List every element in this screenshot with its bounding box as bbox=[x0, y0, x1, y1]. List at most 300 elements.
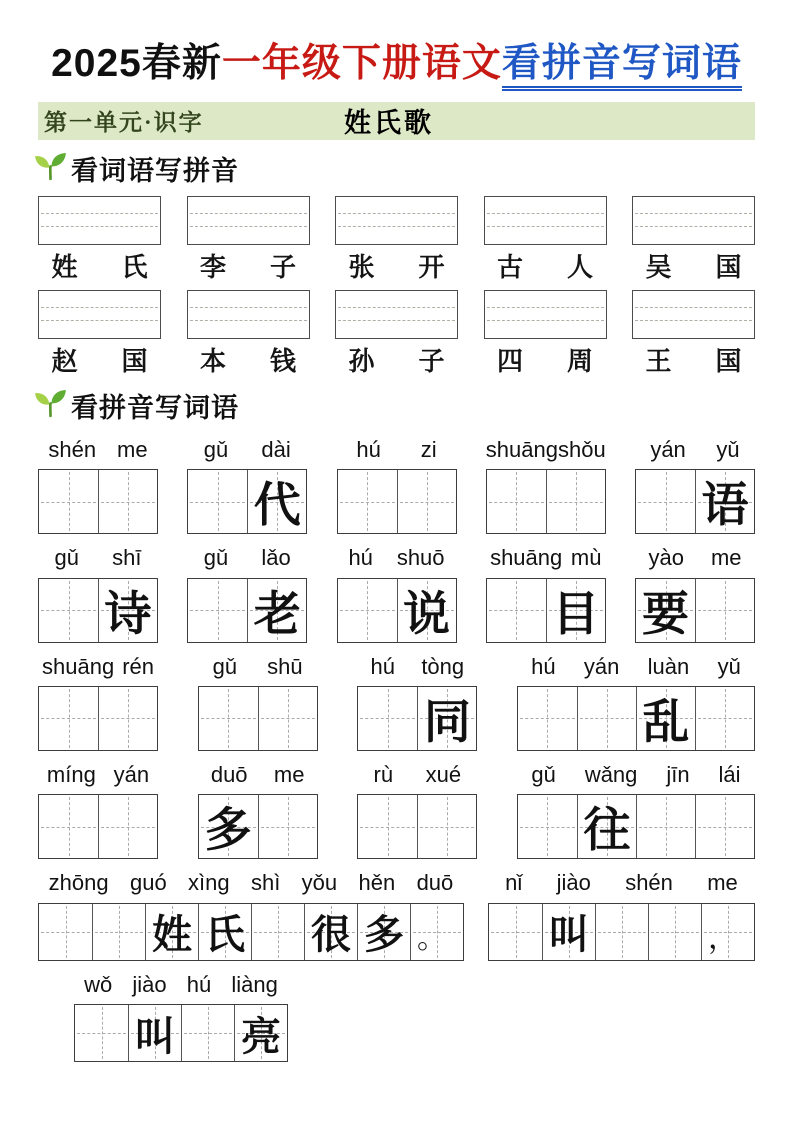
pinyin-label bbox=[38, 654, 158, 680]
word-char: 氏 bbox=[121, 253, 148, 283]
hanzi-cell bbox=[489, 904, 542, 960]
pinyin-hanzi-group bbox=[38, 870, 464, 960]
pinyin-syllable: hú bbox=[348, 545, 373, 571]
empty-cell-slot bbox=[547, 470, 605, 533]
pinyin-label bbox=[198, 654, 318, 680]
word-char: 人 bbox=[567, 253, 594, 283]
pinyin-writing-box bbox=[484, 196, 607, 245]
pinyin-syllable: me bbox=[117, 436, 148, 462]
hanzi-cell bbox=[546, 470, 605, 533]
hanzi-cell bbox=[636, 795, 695, 858]
empty-cell-slot bbox=[39, 470, 98, 533]
empty-cell-slot bbox=[259, 687, 317, 750]
pinyin-syllable: hú bbox=[370, 653, 395, 679]
unit-banner bbox=[38, 102, 755, 140]
hanzi-grid bbox=[38, 469, 158, 534]
pinyin-label bbox=[198, 762, 318, 788]
hanzi-cell bbox=[188, 579, 247, 642]
empty-cell-slot bbox=[99, 687, 157, 750]
empty-cell-slot bbox=[358, 687, 417, 750]
word-label bbox=[348, 343, 444, 377]
section2-heading-label: 看拼音写词语 bbox=[71, 393, 239, 424]
pinyin-hanzi-group bbox=[198, 762, 318, 859]
empty-cell-slot bbox=[518, 795, 577, 858]
empty-cell-slot bbox=[39, 795, 98, 858]
hanzi-grid bbox=[486, 578, 606, 643]
pinyin-word-column bbox=[484, 290, 607, 377]
pinyin-syllable: gǔ bbox=[531, 761, 556, 787]
empty-cell-slot bbox=[252, 904, 304, 960]
pinyin-syllable: lái bbox=[718, 761, 741, 787]
word-label bbox=[645, 249, 741, 283]
hanzi-grid bbox=[38, 903, 464, 961]
hanzi-cell bbox=[258, 795, 317, 858]
hanzi-cell bbox=[636, 470, 695, 533]
title-year-part: 2025春新 bbox=[51, 42, 222, 85]
lesson-title: 姓氏歌 bbox=[344, 108, 434, 139]
hanzi-cell bbox=[397, 579, 456, 642]
pinyin-label bbox=[187, 545, 307, 571]
empty-cell-slot bbox=[696, 579, 754, 642]
empty-cell-slot bbox=[637, 795, 695, 858]
empty-cell-slot bbox=[696, 795, 754, 858]
empty-cell-slot bbox=[338, 470, 397, 533]
hanzi-cell bbox=[695, 579, 754, 642]
pinyin-syllable: dài bbox=[261, 436, 291, 462]
hanzi-grid bbox=[74, 1004, 288, 1062]
pinyin-syllable: jiào bbox=[556, 870, 591, 896]
pinyin-syllable: zhōng bbox=[48, 870, 109, 896]
hanzi-cell bbox=[357, 904, 410, 960]
hanzi-cell bbox=[258, 687, 317, 750]
pinyin-writing-box bbox=[187, 290, 310, 339]
hanzi-cell bbox=[358, 687, 417, 750]
hanzi-char: 叫 bbox=[135, 1013, 175, 1059]
section1-heading bbox=[38, 149, 755, 189]
empty-cell-slot bbox=[259, 795, 317, 858]
pinyin-writing-box bbox=[38, 290, 161, 339]
hanzi-char: 目 bbox=[552, 588, 600, 641]
word-char: 钱 bbox=[270, 347, 297, 377]
pinyin-syllable: hú bbox=[186, 971, 212, 997]
pinyin-syllable: nǐ bbox=[505, 870, 523, 896]
empty-cell-slot bbox=[188, 470, 247, 533]
hanzi-grid bbox=[198, 686, 318, 751]
pinyin-label bbox=[517, 654, 755, 680]
hanzi-char: 往 bbox=[583, 805, 631, 858]
pinyin-word-column bbox=[38, 290, 161, 377]
word-label bbox=[645, 343, 741, 377]
pinyin-syllable: me bbox=[710, 545, 742, 571]
hanzi-char: 同 bbox=[423, 696, 471, 749]
hanzi-grid bbox=[517, 686, 755, 751]
hanzi-cell bbox=[636, 579, 695, 642]
pinyin-syllable: duō bbox=[210, 761, 248, 787]
hanzi-cell bbox=[410, 904, 463, 960]
hanzi-cell bbox=[304, 904, 357, 960]
pinyin-label bbox=[488, 870, 755, 896]
pinyin-label bbox=[337, 545, 457, 571]
unit-label: 第一单元·识字 bbox=[44, 110, 204, 136]
pinyin-syllable: xué bbox=[425, 761, 462, 787]
hanzi-cell bbox=[636, 687, 695, 750]
empty-cell-slot bbox=[487, 470, 546, 533]
word-char: 古 bbox=[496, 253, 523, 283]
pinyin-syllable: shuāng bbox=[490, 545, 563, 571]
pinyin-syllable: hú bbox=[356, 436, 381, 462]
hanzi-grid bbox=[38, 794, 158, 859]
word-char: 子 bbox=[270, 253, 297, 283]
pinyin-hanzi-group bbox=[198, 654, 318, 751]
hanzi-char: 氏 bbox=[205, 912, 245, 958]
pinyin-label bbox=[486, 437, 606, 463]
pinyin-syllable: lǎo bbox=[261, 545, 291, 571]
hanzi-cell bbox=[518, 795, 577, 858]
hanzi-char: 语 bbox=[701, 480, 749, 533]
pinyin-syllable: shuāng bbox=[42, 653, 115, 679]
word-char: 李 bbox=[199, 253, 226, 283]
pinyin-hanzi-group bbox=[187, 545, 307, 642]
word-char: 王 bbox=[645, 347, 672, 377]
hanzi-cell bbox=[397, 470, 456, 533]
title-grade-part: 一年级下册语文 bbox=[221, 42, 502, 85]
pinyin-word-column bbox=[187, 196, 310, 283]
pinyin-hanzi-group bbox=[337, 545, 457, 642]
hanzi-cell bbox=[198, 904, 251, 960]
hanzi-cell bbox=[98, 579, 157, 642]
pinyin-writing-box bbox=[335, 196, 458, 245]
pinyin-box-row bbox=[38, 196, 755, 283]
hanzi-cell bbox=[247, 579, 306, 642]
page-title bbox=[38, 40, 755, 89]
empty-cell-slot bbox=[75, 1005, 128, 1061]
pinyin-syllable: jiào bbox=[132, 971, 167, 997]
word-char: 赵 bbox=[51, 347, 78, 377]
hanzi-char: 多 bbox=[204, 805, 252, 858]
pinyin-hanzi-group bbox=[357, 762, 477, 859]
hanzi-grid bbox=[635, 578, 755, 643]
sprout-icon bbox=[32, 385, 69, 422]
hanzi-cell bbox=[648, 904, 701, 960]
empty-cell-slot bbox=[518, 687, 577, 750]
word-label bbox=[348, 249, 444, 283]
pinyin-label bbox=[357, 654, 477, 680]
pinyin-label bbox=[486, 545, 606, 571]
hanzi-cell bbox=[98, 687, 157, 750]
hanzi-row bbox=[38, 972, 755, 1062]
hanzi-row bbox=[38, 654, 755, 751]
hanzi-cell bbox=[695, 687, 754, 750]
pinyin-hanzi-group bbox=[74, 972, 288, 1062]
pinyin-writing-box bbox=[335, 290, 458, 339]
hanzi-cell bbox=[181, 1005, 234, 1061]
pinyin-syllable: me bbox=[707, 870, 738, 896]
empty-cell-slot bbox=[487, 579, 546, 642]
hanzi-char: 很 bbox=[311, 912, 351, 958]
empty-cell-slot bbox=[649, 904, 701, 960]
pinyin-label bbox=[635, 437, 755, 463]
empty-cell-slot bbox=[596, 904, 648, 960]
word-char: 姓 bbox=[51, 253, 78, 283]
pinyin-writing-box bbox=[484, 290, 607, 339]
word-char: 张 bbox=[348, 253, 375, 283]
pinyin-syllable: míng bbox=[46, 761, 96, 787]
hanzi-char: 亮 bbox=[241, 1013, 281, 1059]
hanzi-cell bbox=[98, 795, 157, 858]
hanzi-cell bbox=[338, 470, 397, 533]
hanzi-cell bbox=[199, 795, 258, 858]
empty-cell-slot bbox=[39, 904, 92, 960]
hanzi-cell bbox=[92, 904, 145, 960]
pinyin-writing-box bbox=[187, 196, 310, 245]
hanzi-cell bbox=[39, 904, 92, 960]
pinyin-label bbox=[357, 762, 477, 788]
pinyin-syllable: yán bbox=[650, 436, 686, 462]
punctuation-mark: ， bbox=[708, 921, 738, 955]
pinyin-syllable: jīn bbox=[666, 761, 690, 787]
word-char: 国 bbox=[121, 347, 148, 377]
word-char: 子 bbox=[418, 347, 445, 377]
empty-cell-slot bbox=[188, 579, 247, 642]
hanzi-cell bbox=[546, 579, 605, 642]
empty-cell-slot bbox=[338, 579, 397, 642]
pinyin-syllable: luàn bbox=[647, 653, 690, 679]
empty-cell-slot bbox=[358, 795, 417, 858]
pinyin-syllable: yán bbox=[113, 761, 150, 787]
word-char: 周 bbox=[567, 347, 594, 377]
hanzi-char: 多 bbox=[364, 912, 404, 958]
pinyin-syllable: gǔ bbox=[54, 545, 80, 571]
pinyin-syllable: wǒ bbox=[84, 971, 113, 997]
pinyin-hanzi-group bbox=[486, 437, 606, 534]
hanzi-cell bbox=[128, 1005, 181, 1061]
hanzi-cell bbox=[39, 579, 98, 642]
hanzi-cell bbox=[39, 687, 98, 750]
hanzi-row bbox=[38, 762, 755, 859]
pinyin-syllable: shǒu bbox=[558, 436, 606, 462]
pinyin-syllable: tòng bbox=[421, 653, 465, 679]
hanzi-cell bbox=[577, 795, 636, 858]
empty-cell-slot bbox=[93, 904, 145, 960]
empty-cell-slot bbox=[99, 795, 157, 858]
pinyin-syllable: gǔ bbox=[212, 653, 238, 679]
word-char: 国 bbox=[715, 253, 742, 283]
hanzi-grid bbox=[337, 578, 457, 643]
hanzi-char: 代 bbox=[253, 480, 301, 533]
pinyin-writing-section bbox=[38, 196, 755, 377]
pinyin-syllable: rén bbox=[122, 653, 154, 679]
pinyin-syllable: yán bbox=[583, 653, 620, 679]
pinyin-syllable: duō bbox=[416, 870, 454, 896]
hanzi-cell bbox=[487, 579, 546, 642]
word-char: 国 bbox=[715, 347, 742, 377]
pinyin-box-row bbox=[38, 290, 755, 377]
word-char: 四 bbox=[496, 347, 523, 377]
pinyin-syllable: yǔ bbox=[717, 653, 741, 679]
pinyin-syllable: xìng bbox=[188, 870, 230, 896]
empty-cell-slot bbox=[578, 687, 636, 750]
pinyin-syllable: shuō bbox=[396, 545, 445, 571]
pinyin-hanzi-group bbox=[635, 437, 755, 534]
hanzi-row bbox=[38, 437, 755, 534]
hanzi-cell bbox=[695, 795, 754, 858]
hanzi-grid bbox=[357, 794, 477, 859]
hanzi-grid bbox=[517, 794, 755, 859]
hanzi-cell bbox=[487, 470, 546, 533]
hanzi-grid bbox=[357, 686, 477, 751]
word-char: 开 bbox=[418, 253, 445, 283]
pinyin-label bbox=[38, 545, 158, 571]
empty-cell-slot bbox=[636, 470, 695, 533]
pinyin-word-column bbox=[632, 290, 755, 377]
pinyin-word-column bbox=[335, 290, 458, 377]
hanzi-char: 叫 bbox=[549, 912, 589, 958]
empty-cell-slot bbox=[39, 579, 98, 642]
pinyin-syllable: mù bbox=[570, 545, 602, 571]
pinyin-syllable: guó bbox=[129, 870, 167, 896]
word-label bbox=[497, 249, 593, 283]
hanzi-row bbox=[38, 545, 755, 642]
pinyin-syllable: me bbox=[273, 761, 305, 787]
empty-cell-slot bbox=[398, 470, 456, 533]
hanzi-cell bbox=[358, 795, 417, 858]
pinyin-hanzi-group bbox=[337, 437, 457, 534]
word-char: 本 bbox=[199, 347, 226, 377]
pinyin-label bbox=[38, 870, 464, 896]
hanzi-cell bbox=[251, 904, 304, 960]
hanzi-cell bbox=[338, 579, 397, 642]
pinyin-label bbox=[74, 972, 288, 998]
pinyin-syllable: shén bbox=[625, 870, 673, 896]
hanzi-cell bbox=[595, 904, 648, 960]
section2-heading bbox=[38, 386, 755, 426]
hanzi-grid bbox=[635, 469, 755, 534]
pinyin-syllable: gǔ bbox=[203, 436, 229, 462]
hanzi-cell bbox=[695, 470, 754, 533]
title-topic-part: 看拼音写词语 bbox=[502, 42, 742, 91]
pinyin-hanzi-group bbox=[357, 654, 477, 751]
pinyin-syllable: rù bbox=[373, 761, 394, 787]
pinyin-word-column bbox=[632, 196, 755, 283]
word-char: 孙 bbox=[348, 347, 375, 377]
word-char: 吴 bbox=[645, 253, 672, 283]
pinyin-hanzi-group bbox=[38, 762, 158, 859]
empty-cell-slot bbox=[199, 687, 258, 750]
section1-heading-label: 看词语写拼音 bbox=[71, 156, 239, 187]
hanzi-grid bbox=[337, 469, 457, 534]
hanzi-char: 姓 bbox=[152, 912, 192, 958]
pinyin-writing-box bbox=[632, 196, 755, 245]
hanzi-writing-section bbox=[38, 437, 755, 1062]
empty-cell-slot bbox=[99, 470, 157, 533]
pinyin-label bbox=[38, 437, 158, 463]
hanzi-grid bbox=[38, 578, 158, 643]
pinyin-label bbox=[635, 545, 755, 571]
hanzi-cell bbox=[234, 1005, 287, 1061]
pinyin-writing-box bbox=[38, 196, 161, 245]
pinyin-syllable: shuāng bbox=[485, 436, 558, 462]
pinyin-syllable: hěn bbox=[358, 870, 396, 896]
hanzi-grid bbox=[187, 469, 307, 534]
empty-cell-slot bbox=[418, 795, 476, 858]
pinyin-syllable: gǔ bbox=[203, 545, 229, 571]
word-label bbox=[200, 249, 296, 283]
hanzi-grid bbox=[38, 686, 158, 751]
word-label bbox=[497, 343, 593, 377]
pinyin-writing-box bbox=[632, 290, 755, 339]
pinyin-syllable: shén bbox=[48, 436, 97, 462]
hanzi-cell bbox=[188, 470, 247, 533]
pinyin-syllable: yǒu bbox=[301, 870, 338, 896]
pinyin-syllable: yǔ bbox=[716, 436, 740, 462]
pinyin-syllable: shū bbox=[267, 653, 303, 679]
hanzi-cell bbox=[518, 687, 577, 750]
pinyin-word-column bbox=[335, 196, 458, 283]
hanzi-row bbox=[38, 870, 755, 960]
sprout-icon bbox=[32, 148, 69, 185]
pinyin-syllable: liàng bbox=[231, 971, 278, 997]
hanzi-cell bbox=[701, 904, 754, 960]
hanzi-cell bbox=[417, 687, 476, 750]
hanzi-char: 说 bbox=[403, 588, 450, 641]
hanzi-cell bbox=[577, 687, 636, 750]
punctuation-mark: 。 bbox=[417, 921, 447, 955]
hanzi-grid bbox=[198, 794, 318, 859]
pinyin-word-column bbox=[484, 196, 607, 283]
empty-cell-slot bbox=[489, 904, 542, 960]
pinyin-syllable: hú bbox=[531, 653, 556, 679]
hanzi-char: 诗 bbox=[104, 588, 152, 641]
pinyin-hanzi-group bbox=[38, 654, 158, 751]
pinyin-label bbox=[517, 762, 755, 788]
hanzi-grid bbox=[488, 903, 755, 961]
hanzi-cell bbox=[75, 1005, 128, 1061]
pinyin-syllable: wǎng bbox=[584, 761, 638, 787]
empty-cell-slot bbox=[182, 1005, 234, 1061]
word-label bbox=[51, 343, 147, 377]
hanzi-cell bbox=[145, 904, 198, 960]
hanzi-char: 乱 bbox=[642, 696, 690, 749]
pinyin-word-column bbox=[187, 290, 310, 377]
pinyin-label bbox=[187, 437, 307, 463]
hanzi-grid bbox=[486, 469, 606, 534]
hanzi-cell bbox=[39, 795, 98, 858]
hanzi-cell bbox=[199, 687, 258, 750]
pinyin-hanzi-group bbox=[517, 654, 755, 751]
pinyin-hanzi-group bbox=[517, 762, 755, 859]
pinyin-hanzi-group bbox=[38, 545, 158, 642]
hanzi-char: 要 bbox=[642, 588, 689, 641]
pinyin-syllable: yào bbox=[648, 545, 684, 571]
hanzi-grid bbox=[187, 578, 307, 643]
pinyin-hanzi-group bbox=[488, 870, 755, 960]
hanzi-char: 老 bbox=[253, 588, 301, 641]
pinyin-syllable: shī bbox=[112, 545, 142, 571]
pinyin-label bbox=[337, 437, 457, 463]
pinyin-hanzi-group bbox=[635, 545, 755, 642]
hanzi-cell bbox=[417, 795, 476, 858]
hanzi-cell bbox=[247, 470, 306, 533]
word-label bbox=[200, 343, 296, 377]
hanzi-cell bbox=[542, 904, 595, 960]
hanzi-cell bbox=[39, 470, 98, 533]
pinyin-syllable: shì bbox=[250, 870, 281, 896]
pinyin-hanzi-group bbox=[486, 545, 606, 642]
pinyin-hanzi-group bbox=[38, 437, 158, 534]
pinyin-label bbox=[38, 762, 158, 788]
word-label bbox=[51, 249, 147, 283]
hanzi-cell bbox=[98, 470, 157, 533]
